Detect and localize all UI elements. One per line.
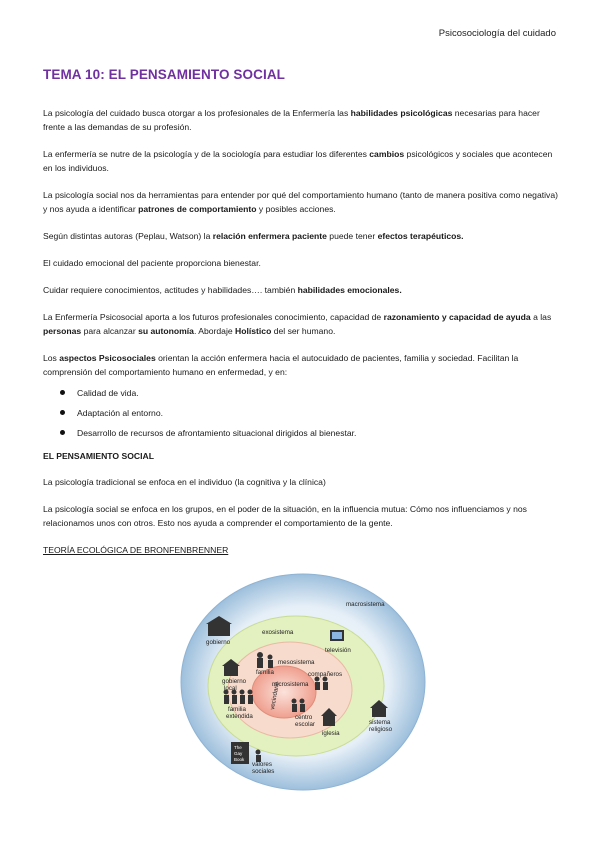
- microsistema-label: microsistema: [272, 681, 309, 688]
- list-item: Desarrollo de recursos de afrontamiento situacional dirigidos al bienestar.: [43, 426, 558, 440]
- valores-sociales-label-line-1: valores: [252, 761, 272, 768]
- section-heading: EL PENSAMIENTO SOCIAL: [43, 451, 154, 461]
- valores-sociales-label-line-2: sociales: [252, 768, 275, 775]
- sistema-religioso-label-line-2: religioso: [369, 726, 393, 733]
- section-paragraph-2: La psicología social se enfoca en los grupos, en el poder de la situación, en la influencia mutua: Cómo nos influenciamos y nos relacionamos unos con otros. Esto nos ayuda a comprender el comportamiento de la gente.: [43, 504, 527, 528]
- running-header: Psicosociología del cuidado: [438, 28, 556, 39]
- television-label: televisión: [325, 647, 351, 654]
- paragraph-4: Según distintas autoras (Peplau, Watson) la relación enfermera paciente puede tener efectos terapéuticos.: [43, 231, 464, 241]
- paragraph-7: La Enfermería Psicosocial aporta a los futuros profesionales conocimiento, capacidad de razonamiento y capacidad de ayuda a las personas para alcanzar su autonomía. Abordaje Holístico del ser humano.: [43, 312, 552, 336]
- book-title-line-3: Book: [234, 757, 245, 762]
- vecindario-label: vecindario: [269, 681, 281, 711]
- theory-heading: TEORÍA ECOLÓGICA DE BRONFENBRENNER: [43, 545, 229, 555]
- book-icon: [231, 742, 249, 764]
- television-icon: [330, 630, 344, 641]
- paragraph-2: La enfermería se nutre de la psicología y de la sociología para estudiar los diferentes cambios psicológicos y sociales que acontecen en los individuos.: [43, 149, 553, 173]
- gobierno-label: gobierno: [206, 639, 231, 646]
- gobierno-local-label-line-1: gobierno: [222, 678, 247, 685]
- macrosistema-label: macrosistema: [346, 601, 385, 608]
- mesosistema-label: mesosistema: [278, 659, 315, 666]
- sistema-religioso-label-line-1: sistema: [369, 719, 391, 726]
- document-body: [43, 106, 558, 557]
- paragraph-8: Los aspectos Psicosociales orientan la acción enfermera hacia el autocuidado de pacientes, familia y sociedad. Facilitan la comprensión del comportamiento humano en enfermedad, y en:: [43, 353, 519, 377]
- page-title: TEMA 10: EL PENSAMIENTO SOCIAL: [43, 67, 286, 82]
- book-title-line-1: The: [234, 745, 242, 750]
- paragraph-3: La psicología social nos da herramientas para entender por qué del comportamiento humano (tanto de manera positiva como negativa) y nos ayuda a identificar patrones de comportamiento y posibles acciones.: [43, 190, 558, 214]
- list-item: Calidad de vida.: [43, 386, 558, 400]
- familia-label: familia: [256, 669, 274, 676]
- bronfenbrenner-diagram: [178, 568, 428, 792]
- exosistema-label: exosistema: [262, 629, 294, 636]
- companeros-label: compañeros: [308, 671, 343, 678]
- paragraph-5: El cuidado emocional del paciente proporciona bienestar.: [43, 258, 261, 268]
- paragraph-6: Cuidar requiere conocimientos, actitudes y habilidades…. también habilidades emocionales.: [43, 285, 402, 295]
- gobierno-local-label-line-2: local: [224, 685, 237, 692]
- list-item: Adaptación al entorno.: [43, 406, 558, 420]
- book-title-line-2: Gay: [234, 751, 243, 756]
- paragraph-1: La psicología del cuidado busca otorgar a los profesionales de la Enfermería las habilidades psicológicas necesarias para hacer frente a las demandas de su profesión.: [43, 108, 540, 132]
- bullet-list: [43, 386, 558, 440]
- ecological-model-figure: [178, 568, 428, 792]
- section-paragraph-1: La psicología tradicional se enfoca en el individuo (la cognitiva y la clínica): [43, 477, 326, 487]
- centro-escolar-label-line-1: centro: [295, 714, 313, 721]
- iglesia-label: iglesia: [322, 730, 340, 737]
- familia-extendida-label-line-2: extendida: [226, 713, 253, 720]
- familia-extendida-label-line-1: familia: [228, 706, 246, 713]
- centro-escolar-label-line-2: escolar: [295, 721, 315, 728]
